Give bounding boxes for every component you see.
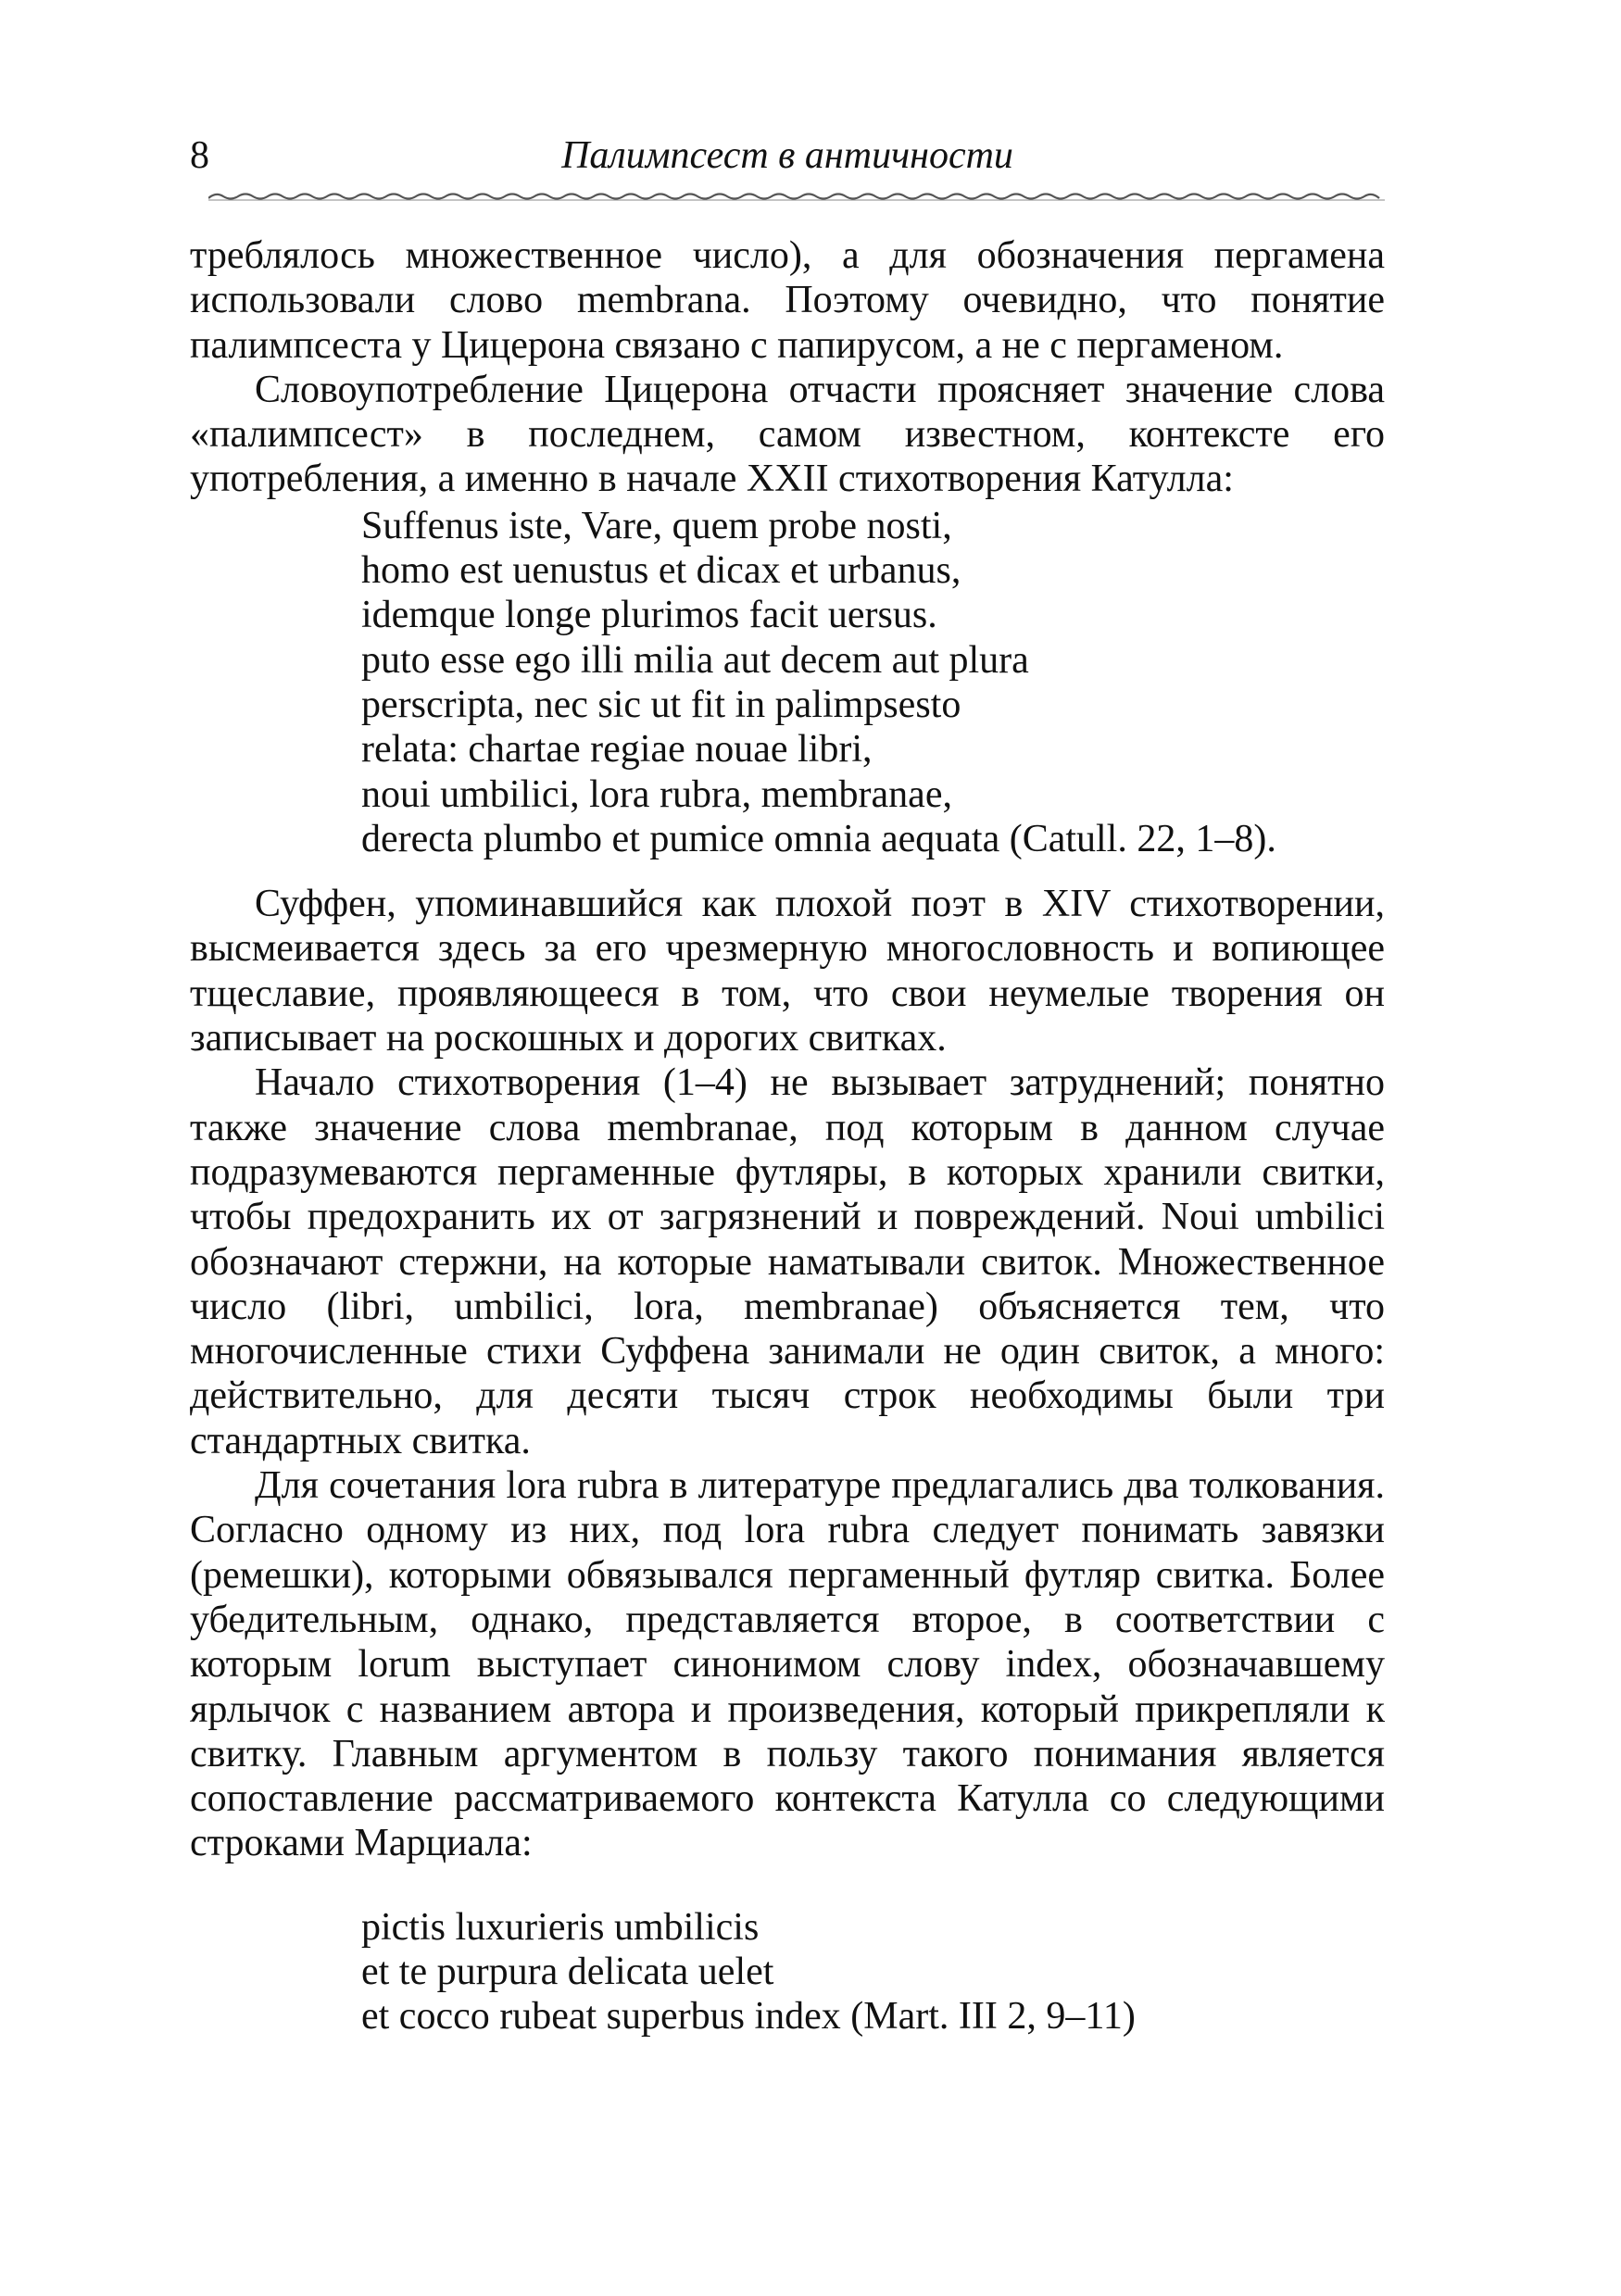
paragraph-5: Для сочетания lora rubra в литературе предлагались два толкования. Согласно одному из них, под lora rubra следует понимать завязки (ремешки), которыми обвязывался пергаменный футляр свитка. Более убедительным, однако, представляется второе, в соответствии с которым lorum выступает синонимом слову index, обозначавшему ярлычок с названием автора и произведения, который прикрепляли к свитку. Главным аргументом в пользу такого понимания является сопоставление рассматриваемого контекста Катулла со следующими строками Марциала: xyxy=(190,1464,1385,1865)
verse-line: homo est uenustus et dicax et urbanus, xyxy=(361,549,961,593)
paragraph-4: Начало стихотворения (1–4) не вызывает затруднений; понятно также значение слова membranae, под которым в данном случае подразумеваются пергаменные футляры, в которых хранили свитки, чтобы предохранить их от загрязнений и повреждений. Noui umbilici обозначают стержни, на которые наматывали свиток. Множественное число (libri, umbilici, lora, membranae) объясняется тем, что многочисленные стихи Суффена занимали не один свиток, а много: действительно, для десяти тысяч строк необходимы были три стандартных свитка. xyxy=(190,1061,1385,1462)
main-text xyxy=(190,233,1385,2039)
verse-line: relata: chartae regiae nouae libri, xyxy=(361,728,873,772)
paragraph-2: Словоупотребление Цицерона отчасти проясняет значение слова «палимпсест» в последнем, самом известном, контексте его употребления, а именно в начале XXII стихотворения Катулла: xyxy=(190,368,1385,501)
paragraph-3: Суффен, упоминавшийся как плохой поэт в XIV стихотворении, высмеивается здесь за его чрезмерную многословность и вопиющее тщеславие, проявляющееся в том, что свои неумелые творения он записывает на роскошных и дорогих свитках. xyxy=(190,883,1385,1060)
verse-line: et cocco rubeat superbus index (Mart. III 2, 9–11) xyxy=(361,1995,1136,2039)
verse-line: derecta plumbo et pumice omnia aequata (Catull. 22, 1–8). xyxy=(361,817,1276,860)
paragraph-1: треблялось множественное число), а для обозначения пергамена использовали слово membrana. Поэтому очевидно, что понятие палимпсеста у Цицерона связано с папирусом, а не с пергаменом. xyxy=(190,234,1385,367)
verse-line: et te purpura delicata uelet xyxy=(361,1950,774,1993)
verse-line: pictis luxurieris umbilicis xyxy=(361,1905,760,1949)
catullus-quotation xyxy=(190,504,1385,861)
running-head xyxy=(190,128,1385,183)
verse-line: Suffenus iste, Vare, quem probe nosti, xyxy=(361,504,952,547)
page-number: 8 xyxy=(190,134,209,177)
verse-line: idemque longe plurimos facit uersus. xyxy=(361,594,937,637)
verse-line: noui umbilici, lora rubra, membranae, xyxy=(361,772,952,816)
verse-line: perscripta, nec sic ut fit in palimpsesto xyxy=(361,683,961,726)
running-title: Палимпсест в античности xyxy=(561,134,1013,177)
header-ornament-rule xyxy=(208,190,1385,203)
martial-quotation xyxy=(190,1905,1385,2039)
verse-line: puto esse ego illi milia aut decem aut plura xyxy=(361,638,1029,682)
